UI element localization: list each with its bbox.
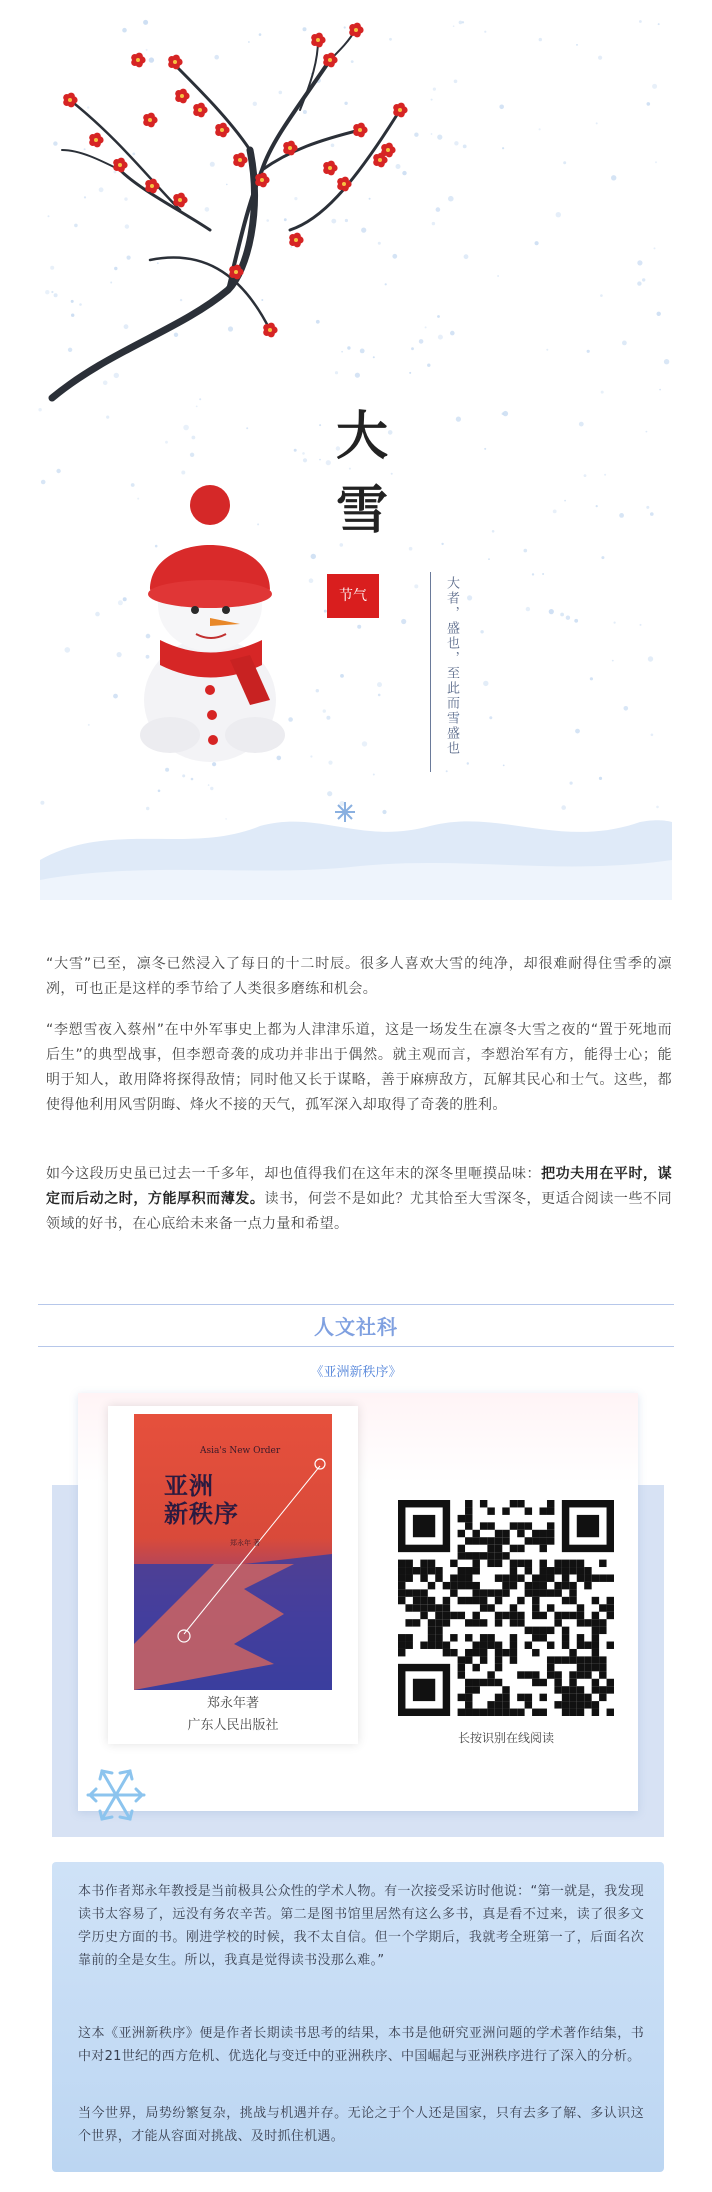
article-p3-emphasis: 把功夫用在平时，谋定而后动之时，方能厚积而薄发。 (46, 1166, 672, 1207)
hero-title-line1: 大 (335, 406, 388, 467)
snowflake-small-icon (335, 802, 355, 822)
article-paragraph-1: “大雪”已至，凛冬已然浸入了每日的十二时辰。很多人喜欢大雪的纯净，却很难耐得住雪季的凛冽，可也正是这样的季节给了人类很多磨练和机会。 (46, 956, 672, 997)
intro-paragraph-3: 当今世界，局势纷繁复杂，挑战与机遇并存。无论之于个人还是国家，只有去多了解、多认识这个世界，才能从容面对挑战、及时抓住机遇。 (78, 2106, 644, 2144)
article-paragraph-3 (46, 1162, 672, 1237)
intro-paragraph-1: 本书作者郑永年教授是当前极具公众性的学术人物。有一次接受采访时他说：“第一就是，我发现读书太容易了，远没有务农辛苦。第二是图书馆里居然有这么多书，真是看不过来，读了很多文学历史方面的书。刚进学校的时候，我不太自信。但一个学期后，我就考全班第一了，后面名次靠前的全是女生。所以，我真是觉得读书没那么难。” (78, 1884, 644, 1968)
cover-author: 郑永年 著 (230, 1539, 261, 1547)
seal-stamp: 节气 (327, 574, 379, 618)
hero-illustration (0, 0, 712, 900)
qr-code[interactable] (398, 1500, 614, 1716)
qr-caption: 长按识别在线阅读 (457, 1731, 554, 1745)
cover-title (164, 1472, 239, 1528)
article-p3-start: 如今这段历史虽已过去一千多年，却也值得我们在这年末的深冬里咂摸品味： (46, 1166, 542, 1182)
cover-title-line2: 新秩序 (164, 1499, 239, 1528)
plum-blossoms (63, 23, 407, 338)
plum-branch-illustration (52, 30, 400, 398)
section-line-top (38, 1304, 674, 1305)
vertical-quote: 大者，盛也，至此而雪盛也 (444, 576, 459, 756)
snowman-illustration (140, 485, 285, 762)
intro-paragraph-2: 这本《亚洲新秩序》便是作者长期读书思考的结果，本书是他研究亚洲问题的学术著作结集，书中对21世纪的西方危机、优选化与变迁中的亚洲秩序、中国崛起与亚洲秩序进行了深入的分析。 (78, 2026, 644, 2064)
section-subtitle: 《亚洲新秩序》 (310, 1365, 402, 1380)
snowflake-icon (84, 1763, 148, 1827)
cover-title-line1: 亚洲 (164, 1471, 214, 1500)
hero-title-line2: 雪 (335, 480, 388, 541)
book-cover-image[interactable] (134, 1414, 332, 1690)
vertical-divider (430, 572, 431, 772)
section-line-bottom (38, 1346, 674, 1347)
article-p3-end: 读书，何尝不是如此？尤其恰至大雪深冬，更适合阅读一些不同领域的好书，在心底给未来备一点力量和希望。 (46, 1191, 673, 1232)
cover-english-title: Asia's New Order (200, 1446, 281, 1456)
book-publisher: 广东人民出版社 (187, 1718, 279, 1733)
section-title: 人文社科 (314, 1315, 398, 1339)
book-author: 郑永年著 (206, 1696, 259, 1711)
article-paragraph-2: “李愬雪夜入蔡州”在中外军事史上都为人津津乐道，这是一场发生在凛冬大雪之夜的“置于死地而后生”的典型战事，但李愬奇袭的成功并非出于偶然。就主观而言，李愬治军有方，能得士心；能明于知人，敢用降将探得敌情；同时他又长于谋略，善于麻痹敌方，瓦解其民心和士气。这些，都使得他利用风雪阴晦、烽火不接的天气，孤军深入却取得了奇袭的胜利。 (46, 1022, 672, 1113)
hero-title (322, 400, 402, 548)
